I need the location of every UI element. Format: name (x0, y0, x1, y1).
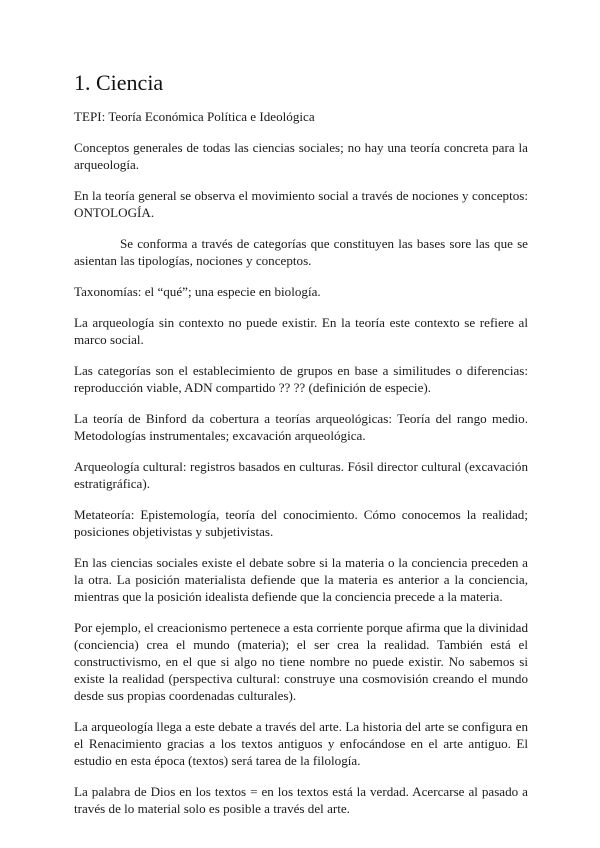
paragraph-creacionismo: Por ejemplo, el creacionismo pertenece a esta corriente porque afirma que la divinidad (conciencia) crea el mundo (materia); el ser crea la realidad. También está el constructivismo, en el que si algo no tiene nombre no puede existir. No sabemos si existe la realidad (perspectiva cultural: construye una cosmovisión creando el mundo desde sus propias coordenadas culturales). (74, 620, 528, 703)
paragraph-categorias-grupos: Las categorías son el establecimiento de grupos en base a similitudes o diferencias: reproducción viable, ADN compartido ?? ?? (definición de especie). (74, 363, 528, 395)
paragraph-palabra-dios: La palabra de Dios en los textos = en los textos está la verdad. Acercarse al pasado a través de lo material solo es posible a través del arte. (74, 784, 528, 816)
paragraph-conceptos: Conceptos generales de todas las ciencias sociales; no hay una teoría concreta para la arqueología. (74, 140, 528, 172)
paragraph-arte: La arqueología llega a este debate a través del arte. La historia del arte se configura en el Renacimiento gracias a los textos antiguos y enfocándose en el arte antiguo. El estudio en esta época (textos) será tarea de la filología. (74, 719, 528, 768)
paragraph-taxonomias: Taxonomías: el “qué”; una especie en biología. (74, 284, 321, 299)
document-page (74, 68, 528, 831)
paragraph-debate-materia: En las ciencias sociales existe el debate sobre si la materia o la conciencia preceden a la otra. La posición materialista defiende que la materia es anterior a la conciencia, mientras que la posición idealista defiende que la conciencia precede a la materia. (74, 555, 528, 604)
paragraph-binford: La teoría de Binford da cobertura a teorías arqueológicas: Teoría del rango medio. Metodologías instrumentales; excavación arqueológica. (74, 411, 528, 443)
section-title: 1. Ciencia (74, 70, 164, 95)
paragraph-contexto: La arqueología sin contexto no puede existir. En la teoría este contexto se refiere al marco social. (74, 315, 528, 347)
paragraph-teoria-general: En la teoría general se observa el movimiento social a través de nociones y conceptos: ONTOLOGÍA. (74, 188, 528, 220)
paragraph-tepi: TEPI: Teoría Económica Política e Ideológica (74, 109, 315, 124)
paragraph-metateoria: Metateoría: Epistemología, teoría del conocimiento. Cómo conocemos la realidad; posiciones objetivistas y subjetivistas. (74, 507, 528, 539)
paragraph-categorias-base: Se conforma a través de categorías que constituyen las bases sore las que se asientan las tipologías, nociones y conceptos. (74, 236, 528, 268)
paragraph-arqueologia-cultural: Arqueología cultural: registros basados en culturas. Fósil director cultural (excavación estratigráfica). (74, 459, 528, 491)
